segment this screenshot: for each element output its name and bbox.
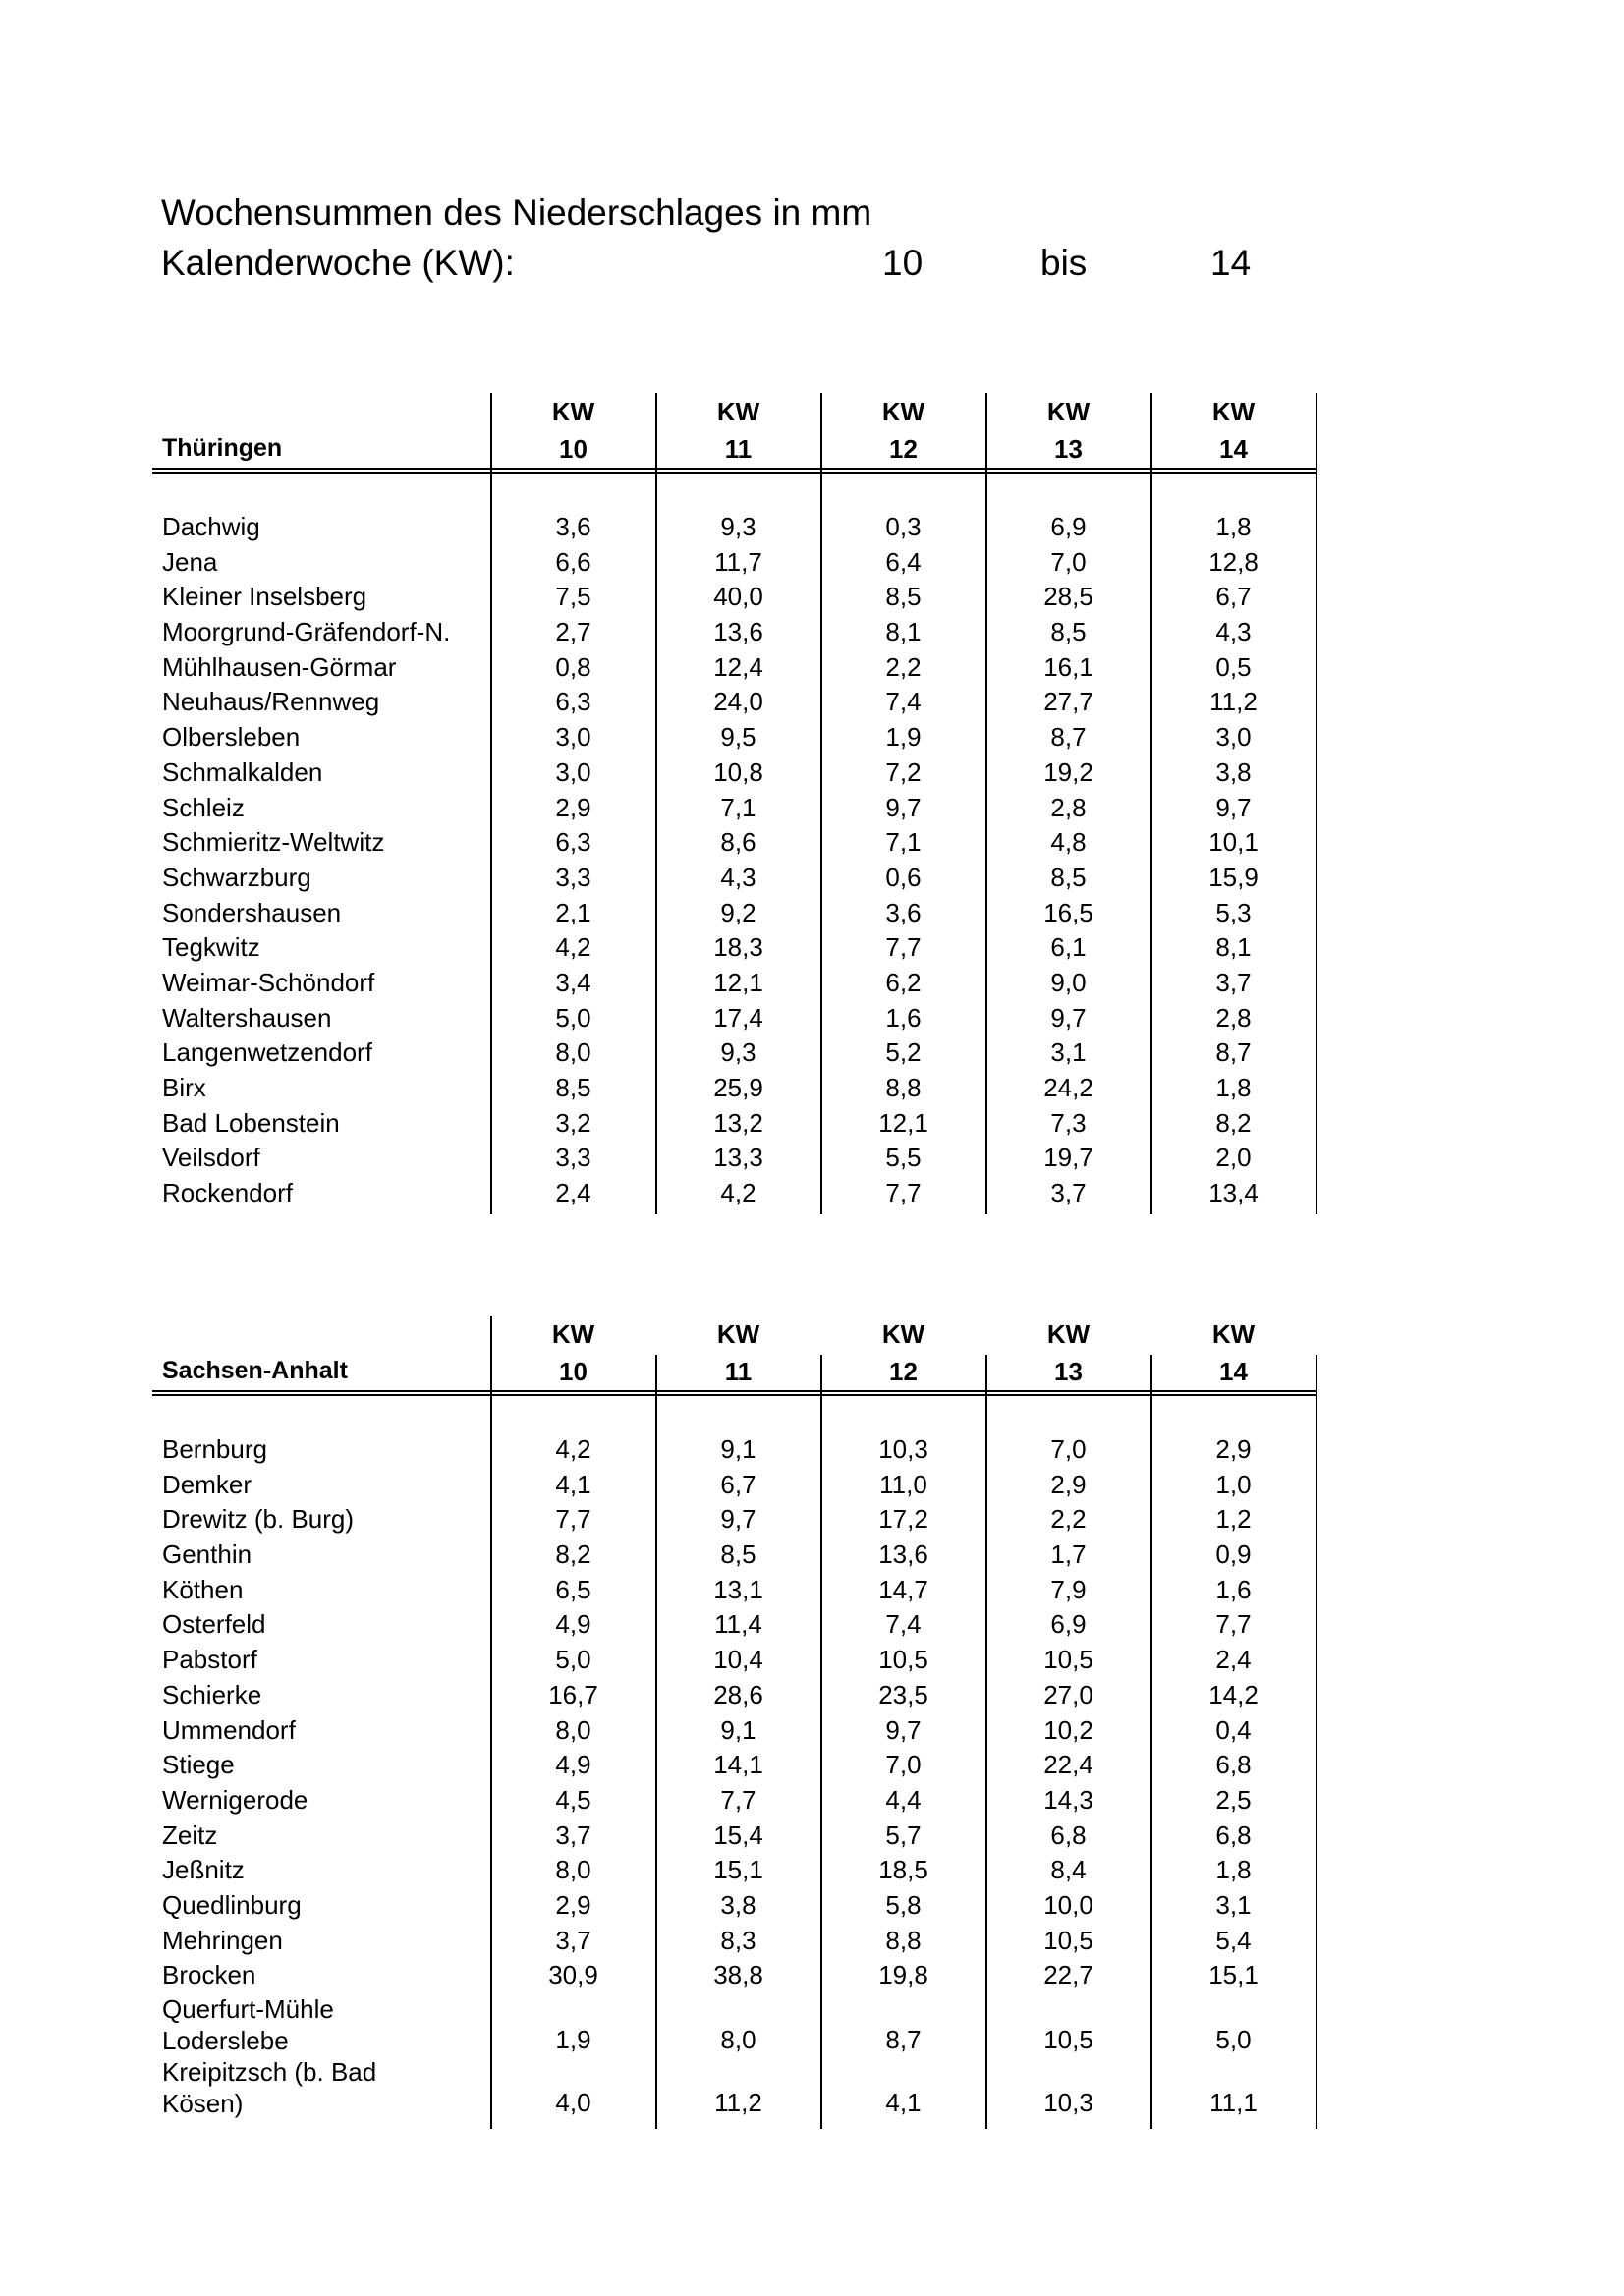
precip-value: 10,5 — [1043, 1645, 1093, 1675]
precip-value: 16,5 — [1043, 897, 1093, 927]
station-name: Schwarzburg — [162, 862, 311, 892]
precip-value: 7,7 — [720, 1784, 756, 1815]
station-name: Wernigerode — [162, 1784, 308, 1815]
precip-value: 23,5 — [878, 1679, 928, 1709]
precip-value: 9,7 — [720, 1504, 756, 1535]
station-name: Pabstorf — [162, 1645, 257, 1675]
precip-value: 9,7 — [885, 1714, 922, 1745]
precip-value: 8,5 — [1050, 862, 1087, 892]
precip-value: 38,8 — [713, 1960, 763, 1990]
precip-value: 5,0 — [1215, 2025, 1252, 2054]
station-name: Mühlhausen-Görmar — [162, 651, 397, 682]
precip-value: 10,5 — [878, 1645, 928, 1675]
precip-value: 7,7 — [1215, 1609, 1252, 1640]
precip-value: 16,1 — [1043, 651, 1093, 682]
precip-value: 28,6 — [713, 1679, 763, 1709]
week-header: KW 13 — [1046, 397, 1091, 464]
precip-value: 18,5 — [878, 1855, 928, 1885]
precip-value: 9,1 — [720, 1434, 756, 1464]
station-name: Genthin — [162, 1540, 252, 1570]
station-name: Moorgrund-Gräfendorf-N. — [162, 617, 451, 647]
station-name: Osterfeld — [162, 1609, 266, 1640]
station-name: Schmalkalden — [162, 756, 323, 787]
station-name: Sondershausen — [162, 897, 342, 927]
station-name: Schierke — [162, 1679, 262, 1709]
kw-label: Kalenderwoche (KW): — [161, 243, 515, 283]
precip-value: 30,9 — [548, 1960, 598, 1990]
precip-value: 12,1 — [713, 967, 763, 997]
precip-value: 13,1 — [713, 1574, 763, 1604]
station-name: Stiege — [162, 1750, 235, 1780]
precip-value: 4,3 — [720, 862, 756, 892]
station-name: Olbersleben — [162, 722, 301, 753]
kw-from: 10 — [882, 243, 924, 283]
precip-value: 3,3 — [555, 862, 591, 892]
station-name: Jeßnitz — [162, 1855, 245, 1885]
precip-value: 10,4 — [713, 1645, 763, 1675]
station-name: Langenwetzendorf — [162, 1037, 372, 1068]
precip-value: 5,5 — [885, 1143, 922, 1173]
precip-value: 5,8 — [885, 1889, 922, 1920]
precip-value: 8,8 — [885, 1925, 922, 1955]
station-name: Kleiner Inselsberg — [162, 582, 367, 612]
precip-value: 3,6 — [885, 897, 922, 927]
precip-value: 0,3 — [885, 512, 922, 541]
precip-value: 3,7 — [555, 1820, 591, 1850]
precip-value: 8,7 — [1050, 722, 1087, 753]
station-name: Schmieritz-Weltwitz — [162, 827, 385, 858]
precip-value: 3,6 — [555, 512, 591, 541]
precip-value: 4,2 — [720, 1178, 756, 1208]
precip-value: 13,4 — [1208, 1178, 1259, 1208]
precip-value: 9,0 — [1050, 967, 1087, 997]
precip-value: 10,2 — [1043, 1714, 1093, 1745]
table-header — [152, 1316, 1316, 1394]
precip-value: 8,5 — [1050, 617, 1087, 647]
precip-value: 6,8 — [1215, 1820, 1252, 1850]
precip-value: 11,2 — [1209, 687, 1258, 717]
precip-value: 11,4 — [714, 1609, 762, 1640]
precip-value: 7,7 — [885, 1178, 922, 1208]
precip-value: 9,7 — [885, 792, 922, 822]
table-header — [152, 393, 1316, 472]
precip-value: 5,4 — [1215, 1925, 1252, 1955]
precip-value: 24,2 — [1043, 1073, 1093, 1102]
precip-value: 10,5 — [1043, 1925, 1093, 1955]
precip-value: 15,1 — [713, 1855, 763, 1885]
precip-value: 19,8 — [878, 1960, 928, 1990]
week-header: KW 10 — [551, 397, 595, 464]
precip-value: 9,7 — [1050, 1002, 1087, 1033]
precip-value: 7,7 — [555, 1504, 591, 1535]
precip-value: 7,1 — [720, 792, 756, 822]
precip-value: 2,2 — [885, 651, 922, 682]
precip-value: 3,7 — [1050, 1178, 1087, 1208]
precip-value: 3,8 — [1215, 756, 1252, 787]
precip-value: 2,9 — [1050, 1469, 1087, 1499]
precip-value: 5,2 — [885, 1037, 922, 1068]
precip-value: 9,2 — [720, 897, 756, 927]
precip-value: 5,0 — [555, 1002, 591, 1033]
precip-value: 15,9 — [1208, 862, 1259, 892]
sachsen-anhalt-table — [152, 1316, 1316, 2129]
precip-value: 22,4 — [1043, 1750, 1093, 1780]
precip-value: 0,5 — [1215, 651, 1252, 682]
precip-value: 8,0 — [555, 1855, 591, 1885]
precip-value: 2,4 — [555, 1178, 591, 1208]
precip-value: 7,2 — [885, 756, 922, 787]
precip-value: 12,8 — [1208, 546, 1259, 577]
station-name: Veilsdorf — [162, 1143, 260, 1173]
station-name: Tegkwitz — [162, 932, 260, 963]
precip-value: 1,8 — [1215, 512, 1252, 541]
precip-value: 1,6 — [1215, 1574, 1252, 1604]
precip-value: 8,0 — [555, 1037, 591, 1068]
precip-value: 14,7 — [878, 1574, 928, 1604]
precip-value: 3,1 — [1215, 1889, 1252, 1920]
kw-to: 14 — [1210, 243, 1252, 283]
precip-value: 8,3 — [720, 1925, 756, 1955]
precip-value: 11,7 — [714, 546, 762, 577]
precip-value: 2,1 — [555, 897, 591, 927]
precip-value: 7,5 — [555, 582, 591, 612]
precip-value: 6,9 — [1050, 1609, 1087, 1640]
precip-value: 4,0 — [555, 2088, 591, 2117]
precip-value: 8,4 — [1050, 1855, 1087, 1885]
station-name: Bad Lobenstein — [162, 1107, 340, 1138]
header-rule — [152, 468, 1316, 474]
week-header: KW 10 — [551, 1319, 595, 1386]
precip-value: 22,7 — [1043, 1960, 1093, 1990]
precip-value: 12,1 — [878, 1107, 928, 1138]
precip-value: 13,6 — [713, 617, 763, 647]
precip-value: 1,2 — [1215, 1504, 1252, 1535]
precip-value: 16,7 — [548, 1679, 598, 1709]
precip-value: 5,7 — [885, 1820, 922, 1850]
precip-value: 7,0 — [1050, 546, 1087, 577]
precip-value: 27,0 — [1043, 1679, 1093, 1709]
precip-value: 2,8 — [1215, 1002, 1252, 1033]
precip-value: 27,7 — [1043, 687, 1093, 717]
station-name: Zeitz — [162, 1820, 218, 1850]
precip-value: 12,4 — [713, 651, 763, 682]
precip-value: 8,5 — [720, 1540, 756, 1570]
precip-value: 6,2 — [885, 967, 922, 997]
precip-value: 1,8 — [1215, 1855, 1252, 1885]
precip-value: 13,2 — [713, 1107, 763, 1138]
precip-value: 6,1 — [1050, 932, 1087, 963]
station-name: Rockendorf — [162, 1178, 293, 1208]
station-name: Jena — [162, 546, 218, 577]
precip-value: 25,9 — [713, 1073, 763, 1102]
precip-value: 14,1 — [713, 1750, 763, 1780]
precip-value: 19,2 — [1043, 756, 1093, 787]
precip-value: 40,0 — [713, 582, 763, 612]
precip-value: 6,7 — [720, 1469, 756, 1499]
precip-value: 3,4 — [555, 967, 591, 997]
precip-value: 6,9 — [1050, 512, 1087, 541]
precip-value: 14,3 — [1043, 1784, 1093, 1815]
precip-value: 15,1 — [1208, 1960, 1259, 1990]
station-name: Weimar-Schöndorf — [162, 967, 375, 997]
precip-value: 8,5 — [555, 1073, 591, 1102]
station-name: Birx — [162, 1073, 206, 1102]
station-name: Demker — [162, 1469, 252, 1499]
station-name: Drewitz (b. Burg) — [162, 1504, 355, 1535]
precip-value: 17,2 — [878, 1504, 928, 1535]
precip-value: 7,7 — [885, 932, 922, 963]
precip-value: 4,9 — [555, 1609, 591, 1640]
precip-value: 11,2 — [714, 2088, 762, 2117]
precip-value: 6,8 — [1050, 1820, 1087, 1850]
precip-value: 11,0 — [879, 1469, 927, 1499]
precip-value: 10,8 — [713, 756, 763, 787]
precip-value: 9,1 — [720, 1714, 756, 1745]
precip-value: 3,1 — [1050, 1037, 1087, 1068]
week-header: KW 14 — [1211, 397, 1256, 464]
precip-value: 2,9 — [555, 1889, 591, 1920]
precip-value: 10,3 — [1043, 2088, 1093, 2117]
precip-value: 6,5 — [555, 1574, 591, 1604]
precip-value: 15,4 — [713, 1820, 763, 1850]
precip-value: 1,6 — [885, 1002, 922, 1033]
precip-value: 10,1 — [1208, 827, 1259, 858]
precip-value: 8,0 — [555, 1714, 591, 1745]
region-label: Thüringen — [162, 434, 283, 462]
precip-value: 11,1 — [1209, 2088, 1258, 2117]
precip-value: 9,5 — [720, 722, 756, 753]
precip-value: 7,3 — [1050, 1107, 1087, 1138]
precip-value: 3,0 — [555, 756, 591, 787]
week-header: KW 13 — [1046, 1319, 1091, 1386]
precip-value: 2,9 — [555, 792, 591, 822]
precip-value: 10,0 — [1043, 1889, 1093, 1920]
precip-value: 8,5 — [885, 582, 922, 612]
precip-value: 14,2 — [1208, 1679, 1259, 1709]
precip-value: 7,1 — [885, 827, 922, 858]
precip-value: 4,3 — [1215, 617, 1252, 647]
station-name: Schleiz — [162, 792, 245, 822]
precip-value: 8,1 — [1215, 932, 1252, 963]
region-label: Sachsen-Anhalt — [162, 1357, 348, 1384]
precip-value: 9,3 — [720, 512, 756, 541]
precip-value: 13,6 — [878, 1540, 928, 1570]
week-header: KW 14 — [1211, 1319, 1256, 1386]
precip-value: 6,3 — [555, 687, 591, 717]
precip-value: 8,8 — [885, 1073, 922, 1102]
precip-value: 4,9 — [555, 1750, 591, 1780]
precip-value: 0,4 — [1215, 1714, 1252, 1745]
station-name: Bernburg — [162, 1434, 267, 1464]
precip-value: 6,3 — [555, 827, 591, 858]
precip-value: 2,8 — [1050, 792, 1087, 822]
precip-value: 4,8 — [1050, 827, 1087, 858]
precip-value: 13,3 — [713, 1143, 763, 1173]
precip-value: 6,4 — [885, 546, 922, 577]
precip-value: 0,6 — [885, 862, 922, 892]
precip-value: 6,6 — [555, 546, 591, 577]
precip-value: 19,7 — [1043, 1143, 1093, 1173]
column-divider — [1316, 1355, 1317, 2129]
precip-value: 18,3 — [713, 932, 763, 963]
station-name: Mehringen — [162, 1925, 283, 1955]
precip-value: 6,7 — [1215, 582, 1252, 612]
precip-value: 1,0 — [1215, 1469, 1252, 1499]
station-name: Ummendorf — [162, 1714, 296, 1745]
precip-value: 4,1 — [885, 2088, 922, 2117]
header-rule — [152, 1390, 1316, 1396]
precip-value: 3,0 — [1215, 722, 1252, 753]
precip-value: 5,0 — [555, 1645, 591, 1675]
precip-value: 10,3 — [878, 1434, 928, 1464]
precip-value: 2,7 — [555, 617, 591, 647]
precip-value: 9,3 — [720, 1037, 756, 1068]
precip-value: 3,8 — [720, 1889, 756, 1920]
precip-value: 9,7 — [1215, 792, 1252, 822]
station-name: Querfurt-Mühle Loderslebe — [162, 1994, 334, 2055]
precip-value: 8,7 — [885, 2025, 922, 2054]
precip-value: 2,9 — [1215, 1434, 1252, 1464]
precip-value: 17,4 — [713, 1002, 763, 1033]
precip-value: 4,2 — [555, 932, 591, 963]
precip-value: 4,2 — [555, 1434, 591, 1464]
week-header: KW 11 — [716, 397, 760, 464]
precip-value: 1,7 — [1050, 1540, 1087, 1570]
precip-value: 1,9 — [555, 2025, 591, 2054]
precip-value: 2,2 — [1050, 1504, 1087, 1535]
week-header: KW 11 — [716, 1319, 760, 1386]
station-name: Kreipitzsch (b. Bad Kösen) — [162, 2057, 377, 2118]
precip-value: 28,5 — [1043, 582, 1093, 612]
week-header: KW 12 — [881, 1319, 925, 1386]
station-name: Dachwig — [162, 512, 260, 541]
precip-value: 8,0 — [720, 2025, 756, 2054]
station-name: Köthen — [162, 1574, 244, 1604]
precip-value: 1,9 — [885, 722, 922, 753]
precip-value: 5,3 — [1215, 897, 1252, 927]
precip-value: 0,8 — [555, 651, 591, 682]
precip-value: 7,9 — [1050, 1574, 1087, 1604]
precip-value: 3,3 — [555, 1143, 591, 1173]
page-title: Wochensummen des Niederschlages in mm — [161, 193, 872, 233]
precip-value: 2,0 — [1215, 1143, 1252, 1173]
precip-value: 3,0 — [555, 722, 591, 753]
station-name: Neuhaus/Rennweg — [162, 687, 380, 717]
precip-value: 6,8 — [1215, 1750, 1252, 1780]
precip-value: 8,2 — [555, 1540, 591, 1570]
precip-value: 7,4 — [885, 687, 922, 717]
precip-value: 7,0 — [1050, 1434, 1087, 1464]
station-name: Waltershausen — [162, 1002, 332, 1033]
precip-value: 8,7 — [1215, 1037, 1252, 1068]
station-name: Brocken — [162, 1960, 256, 1990]
precip-value: 2,5 — [1215, 1784, 1252, 1815]
precip-value: 4,1 — [555, 1469, 591, 1499]
precip-value: 3,7 — [555, 1925, 591, 1955]
precip-value: 2,4 — [1215, 1645, 1252, 1675]
precip-value: 10,5 — [1043, 2025, 1093, 2054]
thueringen-table — [152, 393, 1316, 1214]
precip-value: 24,0 — [713, 687, 763, 717]
precip-value: 4,5 — [555, 1784, 591, 1815]
precip-value: 8,1 — [885, 617, 922, 647]
column-divider — [1316, 393, 1317, 1214]
station-name: Quedlinburg — [162, 1889, 302, 1920]
precip-value: 4,4 — [885, 1784, 922, 1815]
precip-value: 3,2 — [555, 1107, 591, 1138]
kw-to-word: bis — [1040, 243, 1088, 283]
precip-value: 3,7 — [1215, 967, 1252, 997]
precip-value: 8,2 — [1215, 1107, 1252, 1138]
week-header: KW 12 — [881, 397, 925, 464]
precip-value: 1,8 — [1215, 1073, 1252, 1102]
precip-value: 0,9 — [1215, 1540, 1252, 1570]
precip-value: 8,6 — [720, 827, 756, 858]
precip-value: 7,0 — [885, 1750, 922, 1780]
precip-value: 7,4 — [885, 1609, 922, 1640]
